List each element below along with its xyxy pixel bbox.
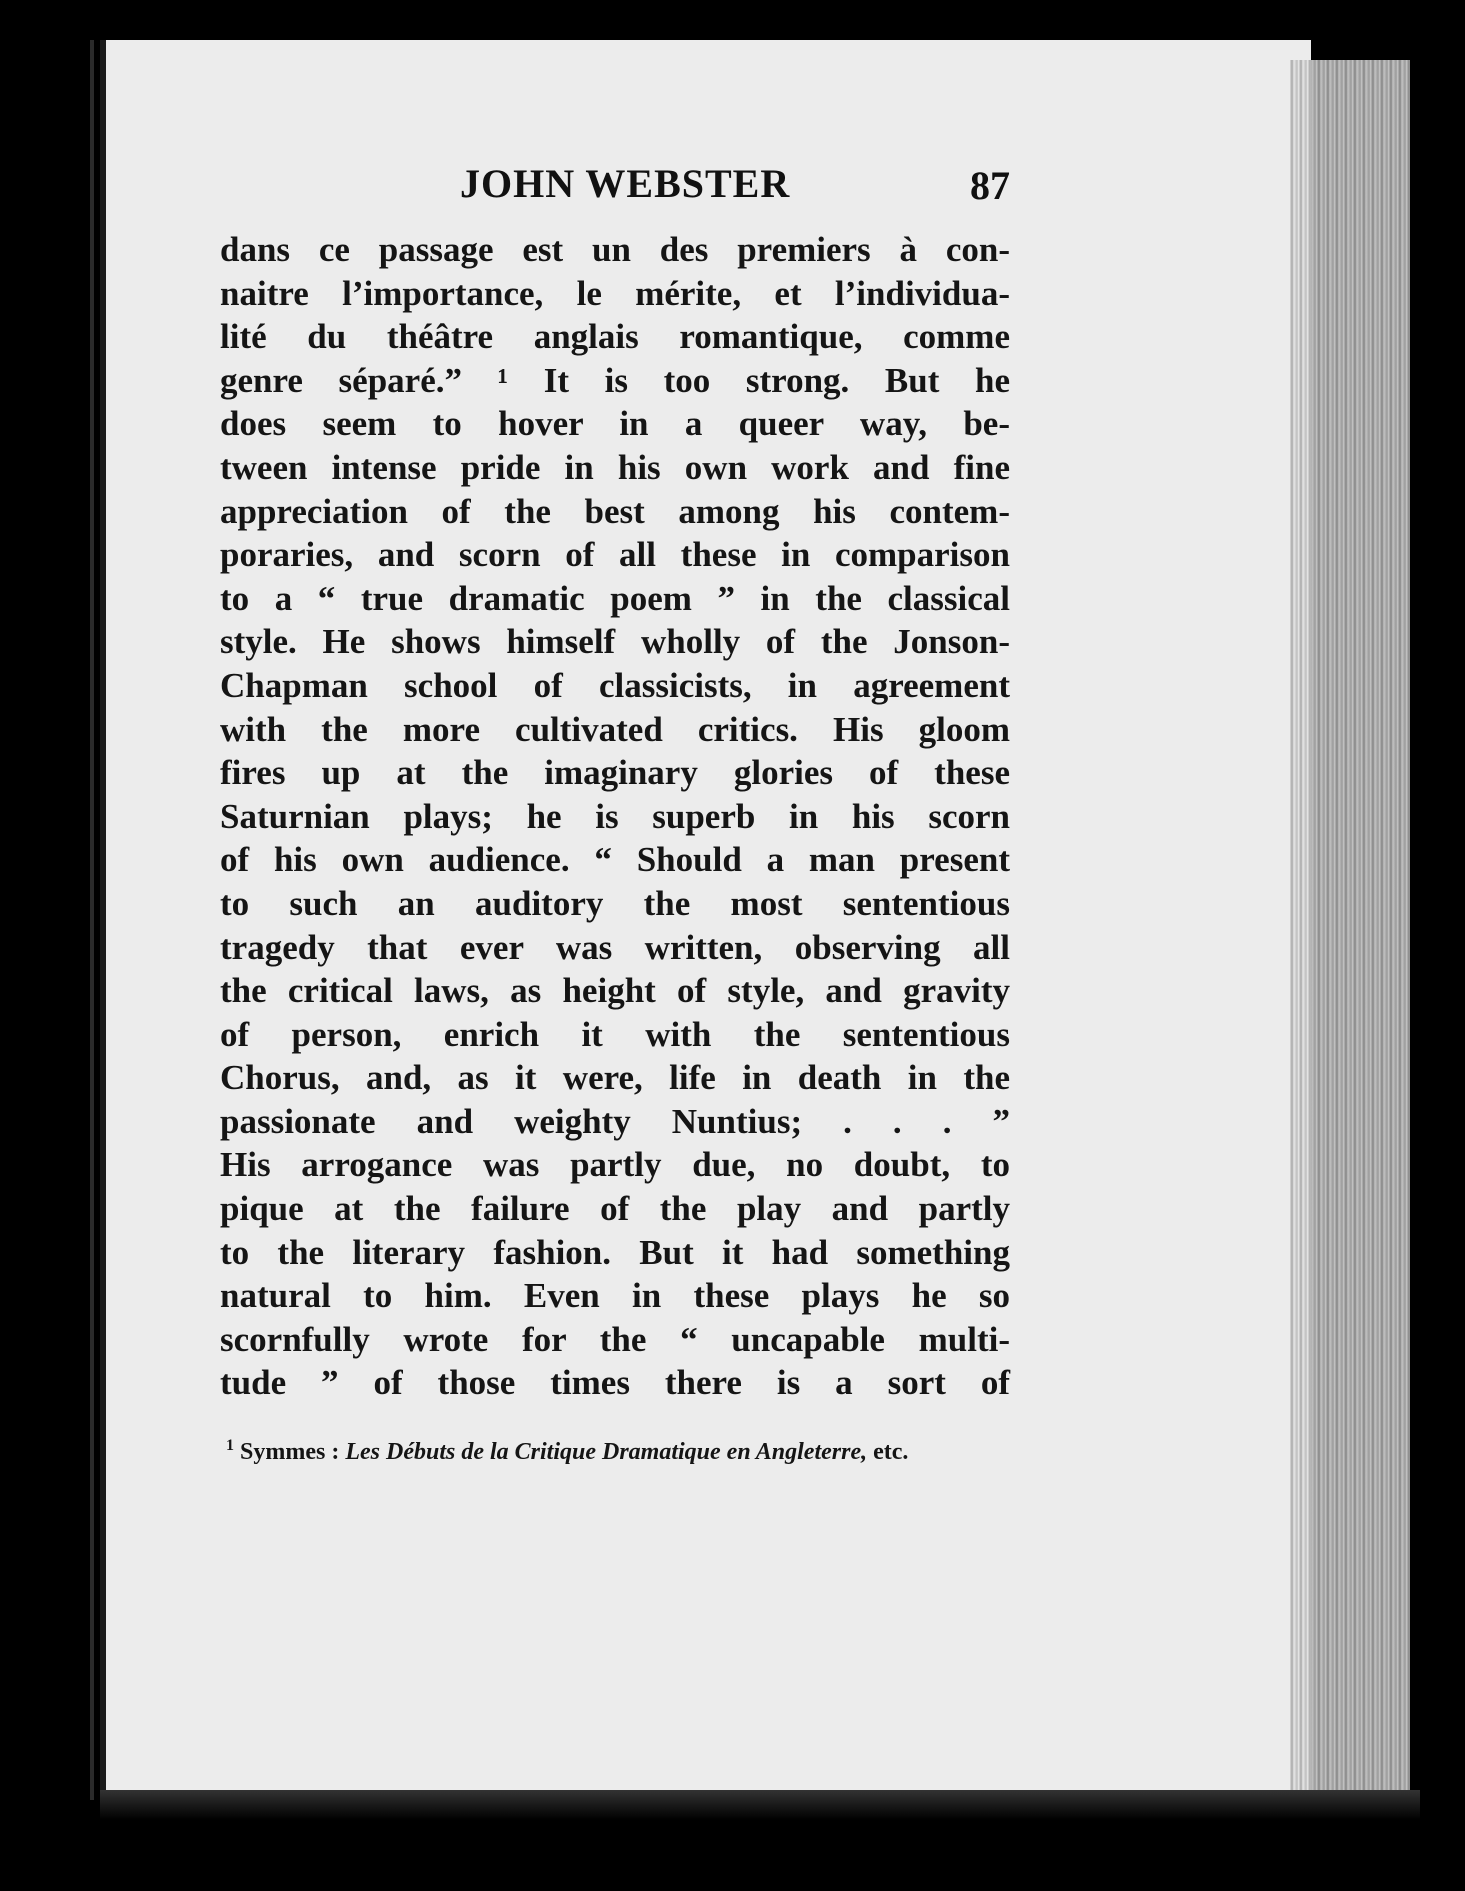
text-line: tween intense pride in his own work and fine [220, 447, 1010, 487]
text-line: naitre l’importance, le mérite, et l’individua- [220, 273, 1010, 313]
text-line: fires up at the imaginary glories of these [220, 753, 1010, 793]
text-line: of his own audience. “ Should a man present [220, 840, 1010, 880]
text-line: tude ” of those times there is a sort of [220, 1363, 1010, 1403]
text-line: the critical laws, as height of style, and gravity [220, 971, 1010, 1011]
text-line: does seem to hover in a queer way, be- [220, 404, 1010, 444]
text-line: with the more cultivated critics. His gloom [220, 709, 1010, 749]
text-line: to a “ true dramatic poem ” in the classical [220, 578, 1010, 618]
book-spine [90, 40, 94, 1800]
body-text [220, 228, 1010, 1405]
text-line: poraries, and scorn of all these in comparison [220, 535, 1010, 575]
footnote-marker: 1 [226, 1437, 234, 1454]
text-line: scornfully wrote for the “ uncapable multi- [220, 1319, 1010, 1359]
running-head: JOHN WEBSTER [460, 161, 791, 206]
footnote-author: Symmes : [240, 1439, 340, 1465]
page-edges [1290, 60, 1410, 1800]
text-line: of person, enrich it with the sententious [220, 1014, 1010, 1054]
text-line: passionate and weighty Nuntius; . . . ” [220, 1101, 1010, 1141]
page-bottom-shadow [100, 1790, 1420, 1820]
text-line: His arrogance was partly due, no doubt, to [220, 1145, 1010, 1185]
text-line: style. He shows himself wholly of the Jonson- [220, 622, 1010, 662]
text-line: appreciation of the best among his contem- [220, 491, 1010, 531]
footnote-suffix: etc. [873, 1439, 909, 1465]
text-line: Chorus, and, as it were, life in death in the [220, 1058, 1010, 1098]
text-line: to the literary fashion. But it had something [220, 1232, 1010, 1272]
text-line: to such an auditory the most sententious [220, 883, 1010, 923]
text-line: pique at the failure of the play and partly [220, 1189, 1010, 1229]
text-line: Saturnian plays; he is superb in his scorn [220, 796, 1010, 836]
text-line: lité du théâtre anglais romantique, comme [220, 317, 1010, 357]
page-number: 87 [970, 163, 1010, 208]
text-line: tragedy that ever was written, observing all [220, 927, 1010, 967]
text-line: dans ce passage est un des premiers à con- [220, 230, 1010, 269]
text-line: Chapman school of classicists, in agreement [220, 665, 1010, 705]
page-header [220, 160, 1010, 210]
text-line: natural to him. Even in these plays he so [220, 1276, 1010, 1316]
footnote [226, 1437, 1016, 1466]
text-line: genre séparé.” ¹ It is too strong. But he [220, 360, 1010, 400]
footnote-title: Les Débuts de la Critique Dramatique en Angleterre, [345, 1439, 868, 1465]
